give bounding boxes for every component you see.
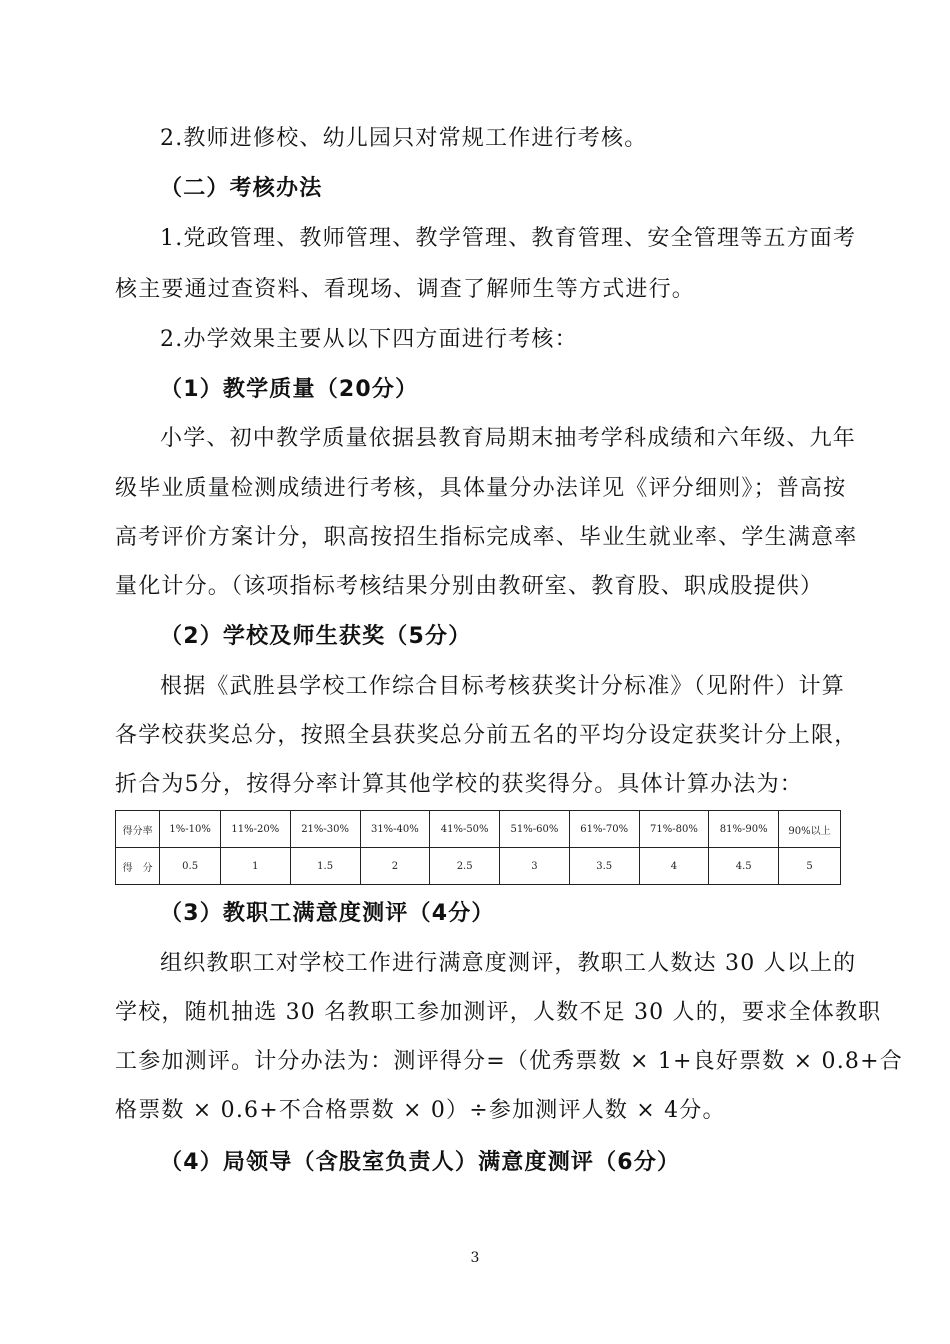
paragraph-line: 级毕业质量检测成绩进行考核，具体量分办法详见《评分细则》；普高按 — [115, 476, 847, 501]
table-cell: 2 — [360, 848, 430, 885]
table-cell: 1%-10% — [160, 811, 221, 848]
table-cell: 31%-40% — [360, 811, 430, 848]
table-cell: 3 — [500, 848, 570, 885]
table-cell: 1 — [220, 848, 290, 885]
table-row — [116, 811, 841, 848]
section-heading: （二）考核办法 — [160, 176, 323, 201]
paragraph-line: 格票数 × 0.6+不合格票数 × 0）÷参加测评人数 × 4分。 — [115, 1098, 726, 1123]
table-header-cell: 得分率 — [116, 811, 160, 848]
paragraph-line: 高考评价方案计分，职高按招生指标完成率、毕业生就业率、学生满意率 — [115, 525, 858, 550]
table-cell: 4.5 — [709, 848, 779, 885]
paragraph-line: 小学、初中教学质量依据县教育局期末抽考学科成绩和六年级、九年 — [160, 426, 857, 451]
table-cell: 3.5 — [569, 848, 639, 885]
table-cell: 5 — [779, 848, 841, 885]
table-cell: 51%-60% — [500, 811, 570, 848]
paragraph-line: 学校，随机抽选 30 名教职工参加测评，人数不足 30 人的，要求全体教职 — [115, 1000, 882, 1025]
subsection-heading: （1）教学质量（20分） — [160, 377, 419, 402]
table-row — [116, 848, 841, 885]
table-cell: 2.5 — [430, 848, 500, 885]
table-header-cell: 得 分 — [116, 848, 160, 885]
paragraph-line: 1.党政管理、教师管理、教学管理、教育管理、安全管理等五方面考 — [160, 226, 857, 251]
paragraph-line: 2.教师进修校、幼儿园只对常规工作进行考核。 — [160, 126, 648, 151]
paragraph-line: 组织教职工对学校工作进行满意度测评，教职工人数达 30 人以上的 — [160, 951, 857, 976]
paragraph-line: 根据《武胜县学校工作综合目标考核获奖计分标准》（见附件）计算 — [160, 674, 846, 699]
table-cell: 61%-70% — [569, 811, 639, 848]
table-cell: 71%-80% — [639, 811, 709, 848]
score-rate-table — [115, 810, 841, 885]
paragraph-line: 折合为5分，按得分率计算其他学校的获奖得分。具体计算办法为： — [115, 772, 803, 797]
paragraph-line: 工参加测评。计分办法为：测评得分=（优秀票数 × 1+良好票数 × 0.8+合 — [115, 1049, 903, 1074]
table-cell: 0.5 — [160, 848, 221, 885]
table-cell: 90%以上 — [779, 811, 841, 848]
subsection-heading: （4）局领导（含股室负责人）满意度测评（6分） — [160, 1150, 681, 1175]
table-cell: 4 — [639, 848, 709, 885]
table-cell: 11%-20% — [220, 811, 290, 848]
page-number: 3 — [470, 1250, 480, 1266]
paragraph-line: 各学校获奖总分，按照全县获奖总分前五名的平均分设定获奖计分上限， — [115, 723, 858, 748]
table-cell: 41%-50% — [430, 811, 500, 848]
paragraph-line: 2.办学效果主要从以下四方面进行考核： — [160, 327, 578, 352]
subsection-heading: （3）教职工满意度测评（4分） — [160, 901, 495, 926]
paragraph-line: 核主要通过查资料、看现场、调查了解师生等方式进行。 — [115, 277, 696, 302]
table-cell: 81%-90% — [709, 811, 779, 848]
table-cell: 1.5 — [290, 848, 360, 885]
paragraph-line: 量化计分。（该项指标考核结果分别由教研室、教育股、职成股提供） — [115, 574, 824, 599]
subsection-heading: （2）学校及师生获奖（5分） — [160, 624, 472, 649]
table-cell: 21%-30% — [290, 811, 360, 848]
